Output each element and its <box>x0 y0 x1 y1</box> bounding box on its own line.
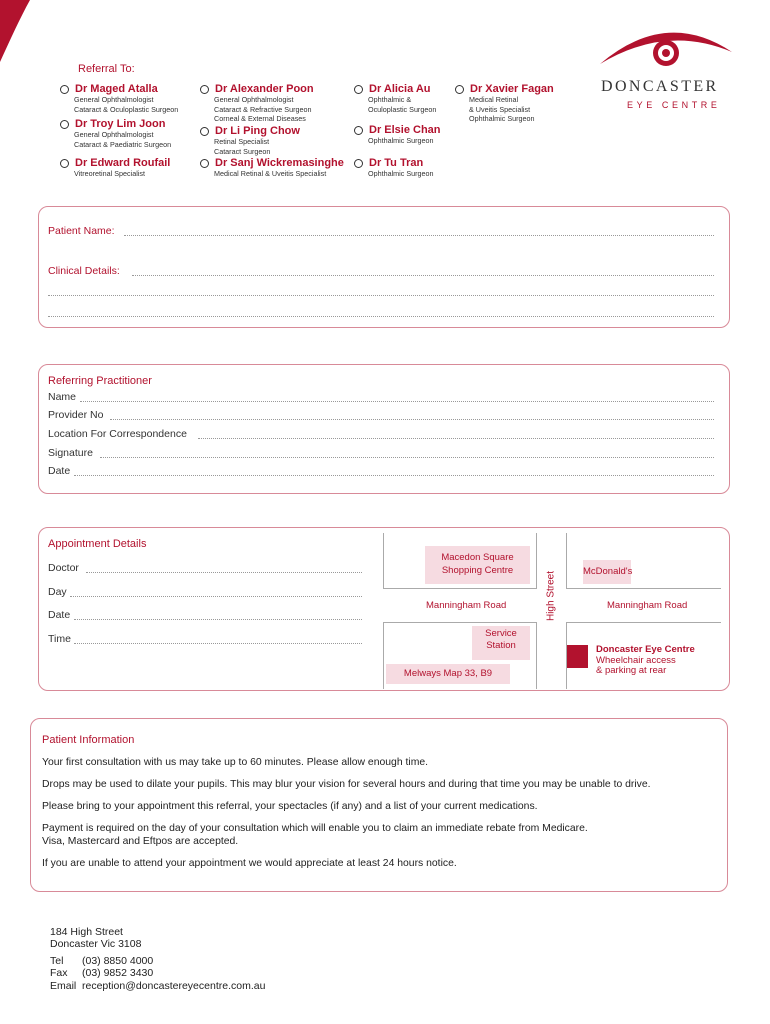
doctor-option-chow[interactable] <box>200 125 300 156</box>
info-consultation-time: Your first consultation with us may take up to 60 minutes. Please allow enough time. <box>42 757 429 768</box>
doctor-option-roufail[interactable] <box>60 157 170 179</box>
appt-day-field[interactable] <box>70 596 362 597</box>
doctor-option-lim-joon[interactable] <box>60 118 171 149</box>
doctor-specialty: Oculoplastic Surgeon <box>368 104 437 114</box>
appt-doctor-field[interactable] <box>86 572 362 573</box>
doctor-specialty: General Ophthalmologist <box>74 95 154 104</box>
patient-name-field[interactable] <box>124 235 714 236</box>
clinical-details-line[interactable] <box>48 295 714 296</box>
doctor-option-tran[interactable] <box>354 157 434 179</box>
doctor-specialty: General Ophthalmologist <box>214 95 294 104</box>
fax-label: Fax <box>50 967 68 979</box>
radio-circle-icon[interactable] <box>200 159 209 168</box>
clinical-details-line[interactable] <box>48 316 714 317</box>
doctor-specialty: Retinal Specialist <box>214 137 270 146</box>
info-bring-items: Please bring to your appointment this referral, your spectacles (if any) and a list of your current medications. <box>42 801 538 812</box>
doncaster-eye-centre-logo <box>596 22 736 118</box>
doctor-specialty: Ophthalmic Surgeon <box>469 114 535 123</box>
doctor-option-chan[interactable] <box>354 124 441 146</box>
doctor-name: Dr Alicia Au <box>369 83 431 95</box>
referral-date-label: Date <box>48 465 71 477</box>
doctor-name: Dr Tu Tran <box>369 157 424 169</box>
provider-no-label: Provider No <box>48 409 104 421</box>
doctor-option-fagan[interactable] <box>455 83 554 124</box>
doctor-specialty: Vitreoretinal Specialist <box>74 169 145 178</box>
doctor-specialty: Medical Retinal & Uveitis Specialist <box>214 169 327 178</box>
location-label: Location For Correspondence <box>48 428 187 440</box>
radio-circle-icon[interactable] <box>354 159 363 168</box>
signature-field[interactable] <box>100 457 714 458</box>
doctor-name: Dr Li Ping Chow <box>215 125 300 137</box>
doctor-specialty: Cataract Surgeon <box>214 146 271 156</box>
doctor-name: Dr Elsie Chan <box>369 124 441 136</box>
patient-information-title: Patient Information <box>42 734 135 746</box>
referral-to-label: Referral To: <box>78 63 135 75</box>
fax-number: (03) 9852 3430 <box>82 967 154 979</box>
appt-time-label: Time <box>48 633 71 645</box>
clinical-details-field[interactable] <box>132 275 714 276</box>
radio-circle-icon[interactable] <box>354 85 363 94</box>
melways-reference: Melways Map 33, B9 <box>386 664 510 684</box>
radio-circle-icon[interactable] <box>455 85 464 94</box>
referrer-name-label: Name <box>48 391 77 403</box>
doctor-specialty: Ophthalmic Surgeon <box>368 169 434 178</box>
email-link[interactable]: reception@doncastereyecentre.com.au <box>82 980 266 992</box>
clinical-details-label: Clinical Details: <box>48 265 120 277</box>
doctor-name: Dr Xavier Fagan <box>470 83 554 95</box>
signature-label: Signature <box>48 447 93 459</box>
address-line-1: 184 High Street <box>50 926 123 938</box>
parking-note: & parking at rear <box>596 665 667 676</box>
eye-logo-icon <box>596 22 736 78</box>
doctor-option-wickremasinghe[interactable] <box>200 157 344 179</box>
macedon-square-landmark: Macedon Square Shopping Centre <box>425 546 530 584</box>
doctor-name: Dr Troy Lim Joon <box>75 118 166 130</box>
email-label: Email <box>50 980 77 992</box>
appt-date-label: Date <box>48 609 71 621</box>
doctor-specialty: General Ophthalmologist <box>74 130 154 139</box>
info-payment-methods: Visa, Mastercard and Eftpos are accepted. <box>42 836 239 847</box>
doctor-specialty: Ophthalmic & <box>368 95 412 104</box>
appt-date-field[interactable] <box>74 619 362 620</box>
doctor-option-au[interactable] <box>354 83 436 114</box>
wheelchair-access-note: Wheelchair access <box>596 655 676 666</box>
doctor-name: Dr Edward Roufail <box>75 157 171 169</box>
manningham-road-label-right: Manningham Road <box>607 600 688 611</box>
doctor-specialty: Medical Retinal <box>469 95 519 104</box>
mcdonalds-landmark: McDonald's <box>583 560 631 584</box>
radio-circle-icon[interactable] <box>200 127 209 136</box>
tel-number[interactable]: (03) 8850 4000 <box>82 955 154 967</box>
referrer-name-field[interactable] <box>80 401 714 402</box>
referring-practitioner-title: Referring Practitioner <box>48 375 152 387</box>
clinic-map-label: Doncaster Eye Centre <box>596 644 695 655</box>
appt-time-field[interactable] <box>74 643 362 644</box>
info-payment: Payment is required on the day of your consultation which will enable you to claim an immediate rebate from Medicare. <box>42 823 588 834</box>
service-station-landmark: Service Station <box>472 626 530 660</box>
location-field[interactable] <box>198 438 714 439</box>
logo-title: DONCASTER <box>601 78 719 95</box>
doctor-name: Dr Maged Atalla <box>75 83 158 95</box>
doctor-specialty: Cataract & Paediatric Surgeon <box>74 139 172 149</box>
doctor-option-poon[interactable] <box>200 83 314 124</box>
clinic-location-marker <box>567 645 588 668</box>
appt-day-label: Day <box>48 586 67 598</box>
doctor-option-atalla[interactable] <box>60 83 178 114</box>
provider-no-field[interactable] <box>110 419 714 420</box>
doctor-specialty: Cataract & Oculoplastic Surgeon <box>74 104 179 114</box>
radio-circle-icon[interactable] <box>200 85 209 94</box>
manningham-road-label-left: Manningham Road <box>426 600 507 611</box>
logo-subtitle: EYE CENTRE <box>627 100 721 110</box>
radio-circle-icon[interactable] <box>354 126 363 135</box>
doctor-name: Dr Alexander Poon <box>215 83 314 95</box>
radio-circle-icon[interactable] <box>60 120 69 129</box>
doctor-specialty: Corneal & External Diseases <box>214 114 306 123</box>
appt-doctor-label: Doctor <box>48 562 79 574</box>
radio-circle-icon[interactable] <box>60 159 69 168</box>
patient-name-label: Patient Name: <box>48 225 115 237</box>
doctor-specialty: Ophthalmic Surgeon <box>368 136 434 145</box>
referral-date-field[interactable] <box>74 475 714 476</box>
radio-circle-icon[interactable] <box>60 85 69 94</box>
info-cancellation: If you are unable to attend your appointment we would appreciate at least 24 hours notice. <box>42 858 457 869</box>
address-line-2: Doncaster Vic 3108 <box>50 938 142 950</box>
info-pupil-drops: Drops may be used to dilate your pupils. This may blur your vision for several hours and during that time you may be unable to drive. <box>42 779 651 790</box>
tel-label: Tel <box>50 955 64 967</box>
doctor-specialty: & Uveitis Specialist <box>469 104 531 114</box>
patient-details-box <box>38 206 730 328</box>
appointment-details-title: Appointment Details <box>48 538 147 550</box>
corner-swoosh-decoration <box>0 0 60 70</box>
high-street-label: High Street <box>545 570 557 622</box>
doctor-specialty: Cataract & Refractive Surgeon <box>214 104 312 114</box>
doctor-name: Dr Sanj Wickremasinghe <box>215 157 344 169</box>
